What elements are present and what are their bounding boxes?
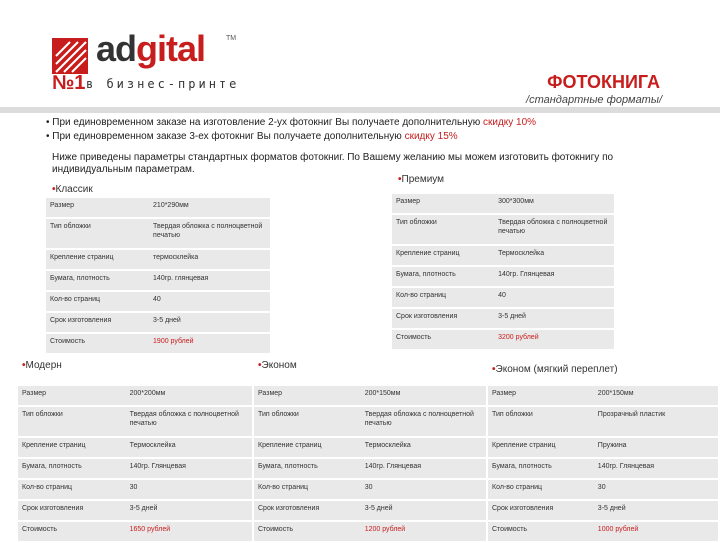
table-row	[392, 288, 614, 307]
spec-value: 40	[494, 288, 614, 307]
table-row	[488, 522, 718, 541]
table-row	[18, 438, 252, 457]
table-row	[488, 501, 718, 520]
table-row	[254, 459, 486, 478]
table-row	[392, 309, 614, 328]
table-row	[18, 386, 252, 405]
spec-value: Термосклейка	[494, 246, 614, 265]
spec-label: Бумага, плотность	[488, 459, 594, 478]
discount-item: • При единовременном заказе на изготовление 2-ух фотокниг Вы получаете дополнительную скидку 10%	[46, 117, 537, 128]
table-row	[18, 459, 252, 478]
spec-label: Крепление страниц	[254, 438, 361, 457]
modern-spec-table	[18, 384, 252, 543]
spec-price: 3200 рублей	[494, 330, 614, 349]
spec-value: 3-5 дней	[149, 313, 270, 332]
table-row	[392, 330, 614, 349]
logo-text-red: gital	[136, 28, 206, 69]
table-row	[254, 407, 486, 436]
spec-value: 210*290мм	[149, 198, 270, 217]
spec-label: Размер	[488, 386, 594, 405]
spec-value: Твердая обложка с полноцветной печатью	[494, 215, 614, 244]
spec-value: 200*150мм	[361, 386, 486, 405]
spec-price: 1900 рублей	[149, 334, 270, 353]
logo-tagline: в бизнес-принте	[86, 77, 240, 91]
spec-value: Твердая обложка с полноцветной печатью	[361, 407, 486, 436]
table-row	[46, 219, 270, 248]
logo-trademark: TM	[226, 35, 237, 42]
spec-label: Кол-во страниц	[488, 480, 594, 499]
header-divider	[0, 107, 720, 113]
spec-label: Размер	[46, 198, 149, 217]
page-subtitle: /стандартные форматы/	[526, 94, 662, 106]
spec-label: Тип обложки	[488, 407, 594, 436]
spec-value: 40	[149, 292, 270, 311]
econom-spec-table	[254, 384, 486, 543]
spec-label: Кол-во страниц	[46, 292, 149, 311]
spec-price: 1000 рублей	[594, 522, 718, 541]
logo-number: №1	[52, 72, 86, 94]
table-row	[488, 407, 718, 436]
spec-value: Термосклейка	[361, 438, 486, 457]
table-row	[488, 480, 718, 499]
table-row	[392, 267, 614, 286]
spec-label: Размер	[254, 386, 361, 405]
table-row	[488, 459, 718, 478]
table-row	[254, 501, 486, 520]
table-row	[18, 407, 252, 436]
spec-price: 1200 рублей	[361, 522, 486, 541]
spec-value: 3-5 дней	[361, 501, 486, 520]
table-row	[254, 480, 486, 499]
spec-value: 140гр. Глянцевая	[594, 459, 718, 478]
spec-label: Кол-во страниц	[254, 480, 361, 499]
section-label-econom: •Эконом	[258, 360, 297, 371]
table-row	[18, 501, 252, 520]
table-row	[18, 522, 252, 541]
spec-label: Кол-во страниц	[392, 288, 494, 307]
table-row	[46, 198, 270, 217]
table-row	[392, 215, 614, 244]
spec-value: 30	[126, 480, 252, 499]
spec-label: Крепление страниц	[392, 246, 494, 265]
premium-spec-table	[392, 192, 614, 351]
adgital-logo-icon	[52, 38, 88, 74]
spec-label: Бумага, плотность	[18, 459, 126, 478]
table-row	[254, 522, 486, 541]
spec-label: Стоимость	[254, 522, 361, 541]
spec-label: Тип обложки	[392, 215, 494, 244]
spec-value: Прозрачный пластик	[594, 407, 718, 436]
spec-label: Кол-во страниц	[18, 480, 126, 499]
spec-label: Крепление страниц	[18, 438, 126, 457]
spec-value: 200*200мм	[126, 386, 252, 405]
section-label-econom-soft: •Эконом (мягкий переплет)	[492, 364, 618, 375]
spec-value: 3-5 дней	[126, 501, 252, 520]
section-label-classic: •Классик	[52, 184, 93, 195]
spec-label: Крепление страниц	[488, 438, 594, 457]
discount-item: • При единовременном заказе 3-ех фотокниг Вы получаете дополнительную скидку 15%	[46, 131, 458, 142]
spec-value: Твердая обложка с полноцветной печатью	[126, 407, 252, 436]
spec-value: 30	[594, 480, 718, 499]
spec-label: Бумага, плотность	[392, 267, 494, 286]
table-row	[488, 386, 718, 405]
spec-value: 140гр. Глянцевая	[361, 459, 486, 478]
spec-label: Тип обложки	[46, 219, 149, 248]
spec-label: Размер	[18, 386, 126, 405]
discount-highlight: скидку 10%	[483, 117, 537, 128]
classic-spec-table	[46, 196, 270, 355]
section-label-modern: •Модерн	[22, 360, 62, 371]
spec-label: Тип обложки	[254, 407, 361, 436]
table-row	[46, 292, 270, 311]
logo-wordmark	[96, 28, 206, 69]
spec-label: Стоимость	[18, 522, 126, 541]
spec-value: Твердая обложка с полноцветной печатью	[149, 219, 270, 248]
spec-label: Срок изготовления	[18, 501, 126, 520]
page-title: ФОТОКНИГА	[547, 72, 660, 92]
spec-label: Срок изготовления	[254, 501, 361, 520]
table-row	[46, 313, 270, 332]
table-row	[46, 334, 270, 353]
discount-highlight: скидку 15%	[404, 131, 458, 142]
table-row	[392, 246, 614, 265]
table-row	[254, 386, 486, 405]
spec-value: 30	[361, 480, 486, 499]
spec-label: Стоимость	[46, 334, 149, 353]
spec-label: Срок изготовления	[488, 501, 594, 520]
spec-value: Пружина	[594, 438, 718, 457]
intro-text: Ниже приведены параметры стандартных форматов фотокниг. По Вашему желанию мы можем изготовить фотокнигу по индивидуальным параметрам.	[52, 152, 614, 175]
spec-label: Стоимость	[488, 522, 594, 541]
table-row	[18, 480, 252, 499]
spec-value: 300*300мм	[494, 194, 614, 213]
spec-value: 3-5 дней	[594, 501, 718, 520]
econom-soft-spec-table	[488, 384, 718, 543]
spec-label: Размер	[392, 194, 494, 213]
spec-value: 140гр. Глянцевая	[494, 267, 614, 286]
table-row	[392, 194, 614, 213]
table-row	[488, 438, 718, 457]
spec-label: Срок изготовления	[46, 313, 149, 332]
discount-list	[46, 116, 536, 144]
spec-value: 200*150мм	[594, 386, 718, 405]
spec-label: Бумага, плотность	[254, 459, 361, 478]
spec-label: Срок изготовления	[392, 309, 494, 328]
spec-label: Крепление страниц	[46, 250, 149, 269]
spec-label: Бумага, плотность	[46, 271, 149, 290]
logo-text-dark: ad	[96, 28, 137, 69]
table-row	[254, 438, 486, 457]
section-label-premium: •Премиум	[398, 174, 445, 185]
spec-value: термосклейка	[149, 250, 270, 269]
spec-value: 140гр. Глянцевая	[126, 459, 252, 478]
table-row	[46, 250, 270, 269]
table-row	[46, 271, 270, 290]
spec-price: 1650 рублей	[126, 522, 252, 541]
spec-label: Тип обложки	[18, 407, 126, 436]
spec-value: 3-5 дней	[494, 309, 614, 328]
spec-value: 140гр. глянцевая	[149, 271, 270, 290]
spec-label: Стоимость	[392, 330, 494, 349]
spec-value: Термосклейка	[126, 438, 252, 457]
